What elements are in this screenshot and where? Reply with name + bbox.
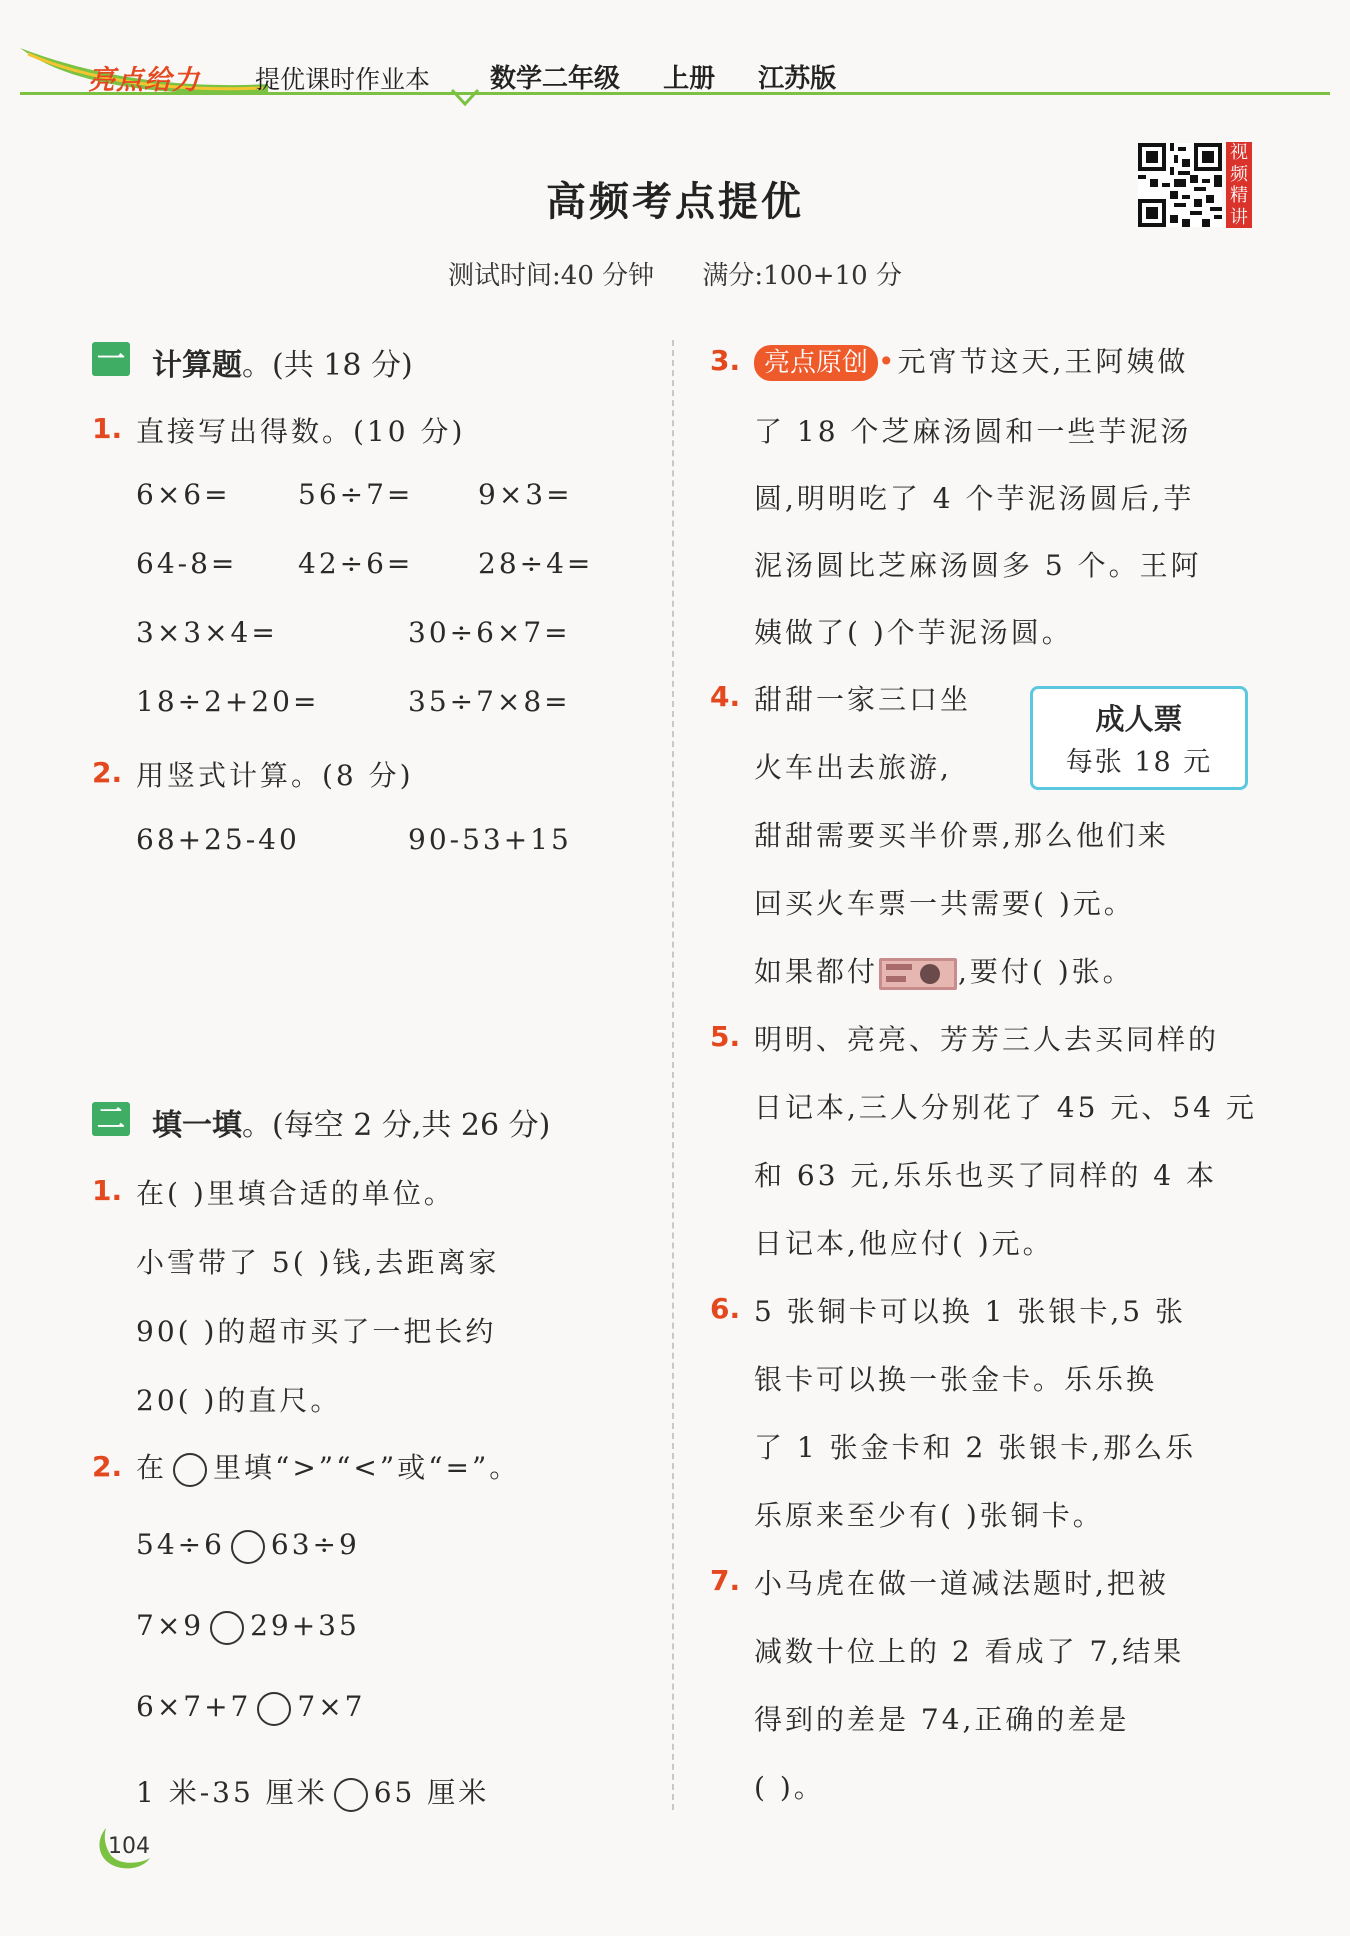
ticket-price: 每张 18 元 — [1065, 747, 1213, 778]
banknote-100-icon — [878, 956, 958, 992]
question-line: 20( )的直尺。 — [136, 1384, 342, 1417]
ticket-title: 成人票 — [1095, 702, 1183, 736]
question-line: 5 张铜卡可以换 1 张银卡,5 张 — [754, 1295, 1186, 1328]
question-line: 小马虎在做一道减法题时,把被 — [754, 1567, 1169, 1600]
calc-item: 35÷7×8= — [408, 685, 571, 718]
question-line: 亮点原创 •元宵节这天,王阿姨做 — [754, 340, 1188, 381]
compare-item: 1 米-35 厘米 65 厘米 — [136, 1771, 489, 1812]
section-title: 填一填。(每空 2 分,共 26 分) — [152, 1108, 551, 1143]
question-line: 小雪带了 5( )钱,去距离家 — [136, 1246, 500, 1279]
question-line: 银卡可以换一张金卡。乐乐换 — [754, 1363, 1158, 1396]
column-divider — [672, 340, 674, 1810]
question-line: 甜甜一家三口坐 — [754, 683, 972, 716]
calc-item: 3×3×4= — [136, 616, 278, 649]
page-title: 高频考点提优 — [546, 179, 804, 225]
question-line: 火车出去旅游, — [754, 751, 952, 784]
question-text: 直接写出得数。(10 分) — [136, 415, 466, 448]
question-line: 甜甜需要买半价票,那么他们来 — [754, 819, 1169, 852]
question-text: 用竖式计算。(8 分) — [136, 759, 414, 792]
compare-circle-input[interactable] — [334, 1778, 368, 1812]
vertical-calc-item: 68+25-40 — [136, 823, 300, 856]
calc-item: 9×3= — [478, 478, 573, 511]
question-line: 了 18 个芝麻汤圆和一些芋泥汤 — [754, 415, 1192, 448]
question-line: 姨做了( )个芋泥汤圆。 — [754, 616, 1073, 649]
edition: 江苏版 — [758, 64, 837, 94]
calc-item: 30÷6×7= — [408, 616, 571, 649]
compare-item: 7×9 29+35 — [136, 1609, 360, 1645]
header-chevron-icon — [450, 86, 480, 108]
section-title: 计算题。(共 18 分) — [152, 348, 413, 383]
question-text: 在( )里填合适的单位。 — [136, 1177, 455, 1210]
series-name: 提优课时作业本 — [255, 65, 431, 94]
calc-item: 42÷6= — [298, 547, 414, 580]
question-number: 1. — [92, 412, 123, 445]
question-line: 如果都付 ,要付( )张。 — [754, 950, 1134, 992]
question-number: 7. — [710, 1564, 741, 1597]
test-time: 测试时间:40 分钟 — [448, 261, 655, 291]
calc-item: 18÷2+20= — [136, 685, 320, 718]
compare-item: 6×7+7 7×7 — [136, 1690, 365, 1726]
question-line: 圆,明明吃了 4 个芋泥汤圆后,芋 — [754, 482, 1195, 515]
question-line: 乐原来至少有( )张铜卡。 — [754, 1499, 1104, 1532]
original-badge: 亮点原创 — [754, 345, 878, 381]
calc-item: 6×6= — [136, 478, 231, 511]
question-line: 泥汤圆比芝麻汤圆多 5 个。王阿 — [754, 549, 1202, 582]
question-text: 在 里填“>”“<”或“=”。 — [136, 1446, 520, 1487]
question-line: 回买火车票一共需要( )元。 — [754, 887, 1135, 920]
test-info — [0, 255, 1350, 292]
question-number: 6. — [710, 1292, 741, 1325]
compare-circle-icon — [173, 1453, 207, 1487]
subject: 数学二年级 — [490, 64, 621, 94]
compare-circle-input[interactable] — [257, 1692, 291, 1726]
question-number: 2. — [92, 756, 123, 789]
question-number: 4. — [710, 680, 741, 713]
compare-item: 54÷6 63÷9 — [136, 1528, 360, 1564]
question-line: ( )。 — [754, 1771, 825, 1804]
vertical-calc-item: 90-53+15 — [408, 823, 572, 856]
question-number: 1. — [92, 1174, 123, 1207]
section-badge: 二 — [92, 1102, 130, 1136]
qr-video-label: 视频精讲 — [1226, 142, 1252, 228]
question-line: 明明、亮亮、芳芳三人去买同样的 — [754, 1023, 1220, 1056]
question-number: 3. — [710, 344, 741, 377]
calc-item: 28÷4= — [478, 547, 594, 580]
calc-item: 56÷7= — [298, 478, 414, 511]
brand-logo: 亮点给力 — [88, 65, 200, 96]
qr-code-icon[interactable] — [1138, 143, 1222, 227]
question-number: 5. — [710, 1020, 741, 1053]
section-badge: 一 — [92, 342, 130, 376]
question-line: 了 1 张金卡和 2 张银卡,那么乐 — [754, 1431, 1197, 1464]
compare-circle-input[interactable] — [210, 1611, 244, 1645]
page-number: 104 — [108, 1834, 150, 1859]
book-meta — [490, 58, 870, 95]
full-score: 满分:100+10 分 — [702, 261, 902, 291]
volume: 上册 — [663, 64, 716, 94]
question-line: 减数十位上的 2 看成了 7,结果 — [754, 1635, 1185, 1668]
question-number: 2. — [92, 1450, 123, 1483]
adult-ticket-box — [1030, 686, 1248, 790]
calc-item: 64-8= — [136, 547, 238, 580]
question-line: 日记本,三人分别花了 45 元、54 元 — [754, 1091, 1257, 1124]
compare-circle-input[interactable] — [231, 1530, 265, 1564]
question-line: 90( )的超市买了一把长约 — [136, 1315, 497, 1348]
question-line: 得到的差是 74,正确的差是 — [754, 1703, 1130, 1736]
question-line: 和 63 元,乐乐也买了同样的 4 本 — [754, 1159, 1217, 1192]
question-line: 日记本,他应付( )元。 — [754, 1227, 1054, 1260]
